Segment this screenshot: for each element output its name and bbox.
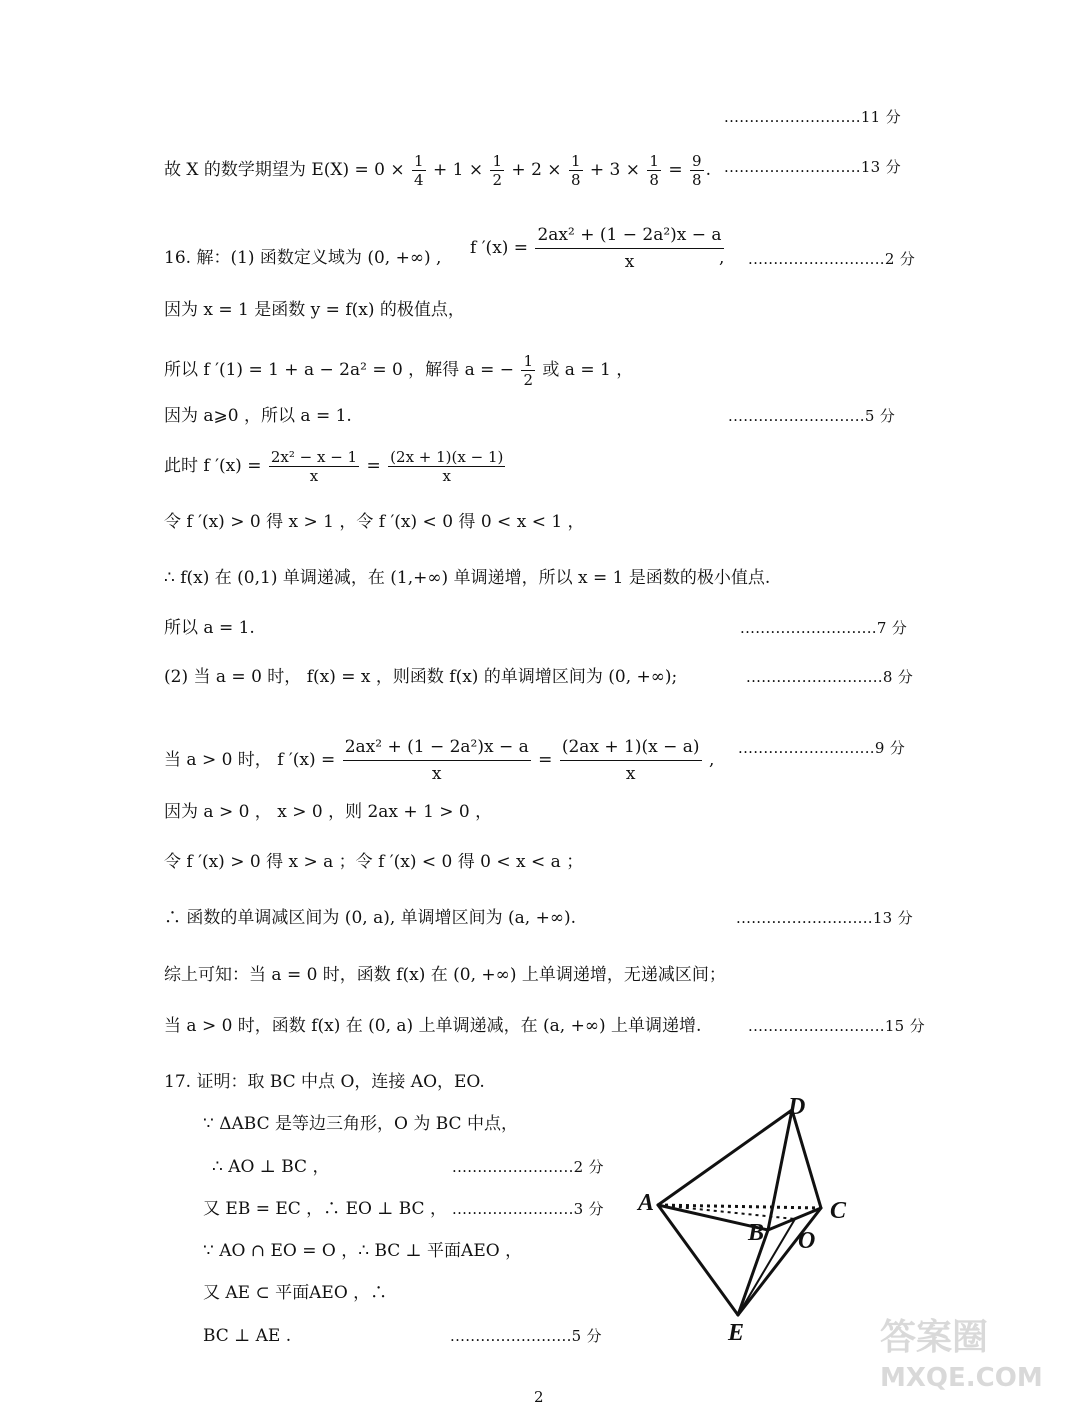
derivative-fraction — [535, 222, 723, 275]
derivative-definition — [470, 222, 726, 275]
problem-16-heading: 16. 解：(1) 函数定义域为 (0, +∞) , — [164, 248, 442, 268]
edge-DB — [768, 1110, 792, 1230]
case-positive-label: 当 a > 0 时， f ′(x) = — [164, 750, 341, 770]
part-2-case-positive — [164, 734, 714, 787]
score-15: ...........................15 分 — [748, 1017, 925, 1035]
derivative-factored-line — [164, 448, 507, 485]
expectation-line — [164, 152, 711, 189]
solve-a-text: 所以 f ′(1) = 1 + a − 2a² = 0 ，解得 a = − — [164, 360, 520, 380]
extreme-point-line: 因为 x = 1 是函数 y = f(x) 的极值点， — [164, 300, 465, 320]
score-11: ...........................11 分 — [724, 108, 901, 126]
conclusion-a-line: 所以 a = 1. — [164, 618, 255, 638]
edge-AD — [658, 1110, 792, 1205]
proof-line-6: BC ⊥ AE . — [203, 1326, 292, 1346]
score-5b: ........................5 分 — [450, 1327, 602, 1345]
proof-line-1: ∵ ΔABC 是等边三角形，O 为 BC 中点， — [203, 1114, 518, 1134]
derivative-fraction-2 — [388, 448, 505, 485]
fraction-1-2 — [490, 152, 504, 189]
score-8: ...........................8 分 — [746, 668, 914, 686]
fraction-denominator: 2 — [523, 371, 533, 389]
fraction-1-4 — [412, 152, 426, 189]
expectation-term: + 3 × — [584, 160, 646, 180]
fraction-denominator: 2 — [492, 171, 503, 189]
expectation-prefix: 故 X 的数学期望为 E(X) = 0 × — [164, 160, 411, 180]
watermark-line1: 答案圈 — [880, 1317, 989, 1358]
segment-AO-hidden — [658, 1205, 795, 1219]
summary-line-2: 当 a > 0 时，函数 f(x) 在 (0, a) 上单调递减，在 (a, +∞) 上单调递增. — [164, 1016, 702, 1036]
proof-line-3: 又 EB = EC ，∴ EO ⊥ BC ， — [203, 1199, 447, 1219]
equals-sign: = — [361, 456, 387, 476]
derivative-fraction-2 — [560, 734, 702, 787]
expectation-term: + 2 × — [506, 160, 567, 180]
solve-a-text-end: 或 a = 1 ， — [536, 360, 634, 380]
edge-AC-hidden — [658, 1205, 821, 1208]
fraction-numerator: (2ax + 1)(x − a) — [560, 734, 702, 761]
fraction-numerator: 2ax² + (1 − 2a²)x − a — [535, 222, 723, 249]
fraction-denominator: 8 — [570, 171, 581, 189]
part-2-case-zero: (2) 当 a = 0 时， f(x) = x ，则函数 f(x) 的单调增区间为 (0, +∞); — [164, 667, 678, 687]
fraction-numerator: 2x² − x − 1 — [270, 448, 358, 466]
fraction-denominator: x — [309, 467, 319, 485]
fraction-1-8 — [647, 152, 661, 189]
watermark-line2: MXQE.COM — [880, 1363, 1043, 1393]
score-3: ........................3 分 — [452, 1200, 604, 1218]
solve-a-line — [164, 352, 633, 389]
label-A: A — [638, 1190, 655, 1216]
comma: , — [703, 750, 715, 770]
proof-line-2: ∴ AO ⊥ BC ， — [212, 1157, 330, 1177]
fraction-numerator: 1 — [649, 152, 659, 170]
sign-analysis-line-2: 令 f ′(x) > 0 得 x > a ；令 f ′(x) < 0 得 0 < x < a ； — [164, 852, 584, 872]
summary-line-1: 综上可知：当 a = 0 时，函数 f(x) 在 (0, +∞) 上单调递增，无递减区间； — [164, 965, 726, 985]
fraction-numerator: 2ax² + (1 − 2a²)x − a — [343, 734, 531, 761]
fraction-numerator: 1 — [570, 152, 581, 170]
label-B: B — [748, 1220, 765, 1246]
equals-sign: = — [532, 750, 558, 770]
expectation-term: + 1 × — [427, 160, 489, 180]
comma: , — [719, 248, 725, 268]
score-5: ...........................5 分 — [728, 407, 896, 425]
problem-17-heading: 17. 证明：取 BC 中点 O，连接 AO，EO. — [164, 1072, 485, 1092]
fraction-denominator: x — [442, 467, 451, 485]
fraction-numerator: 1 — [523, 352, 533, 370]
fraction-denominator: x — [625, 764, 636, 784]
label-C: C — [830, 1198, 847, 1224]
derivative-fraction-1 — [343, 734, 531, 787]
interval-line: ∴ 函数的单调减区间为 (0, a), 单调增区间为 (a, +∞). — [164, 908, 577, 928]
pyramid-figure — [630, 1090, 870, 1350]
fraction-denominator: 8 — [649, 171, 659, 189]
derivative-label: f ′(x) = — [470, 238, 534, 258]
edge-DC — [792, 1110, 821, 1208]
derivative-fraction-1 — [269, 448, 359, 485]
proof-line-5: 又 AE ⊂ 平面AEO ，∴ — [203, 1283, 388, 1303]
score-2: ...........................2 分 — [748, 250, 916, 268]
proof-line-4: ∵ AO ∩ EO = O ，∴ BC ⊥ 平面AEO ， — [203, 1241, 523, 1261]
fraction-denominator: x — [624, 252, 635, 272]
equals-sign: = — [662, 160, 689, 180]
score-2b: ........................2 分 — [452, 1158, 604, 1176]
fraction-1-2 — [521, 352, 535, 389]
watermark — [880, 1318, 1043, 1398]
label-E: E — [728, 1320, 745, 1346]
a-equals-one: 因为 a⩾0 ，所以 a = 1. — [164, 406, 352, 426]
score-13: ...........................13 分 — [724, 158, 901, 176]
label-O: O — [798, 1228, 816, 1254]
fraction-denominator: 4 — [414, 171, 424, 189]
label-D: D — [788, 1094, 806, 1120]
fraction-9-8 — [690, 152, 704, 189]
fraction-denominator: x — [431, 764, 442, 784]
page-number: 2 — [534, 1388, 544, 1406]
sign-analysis-line: 令 f ′(x) > 0 得 x > 1 ，令 f ′(x) < 0 得 0 < x < 1 ， — [164, 512, 585, 532]
derivative-label: 此时 f ′(x) = — [164, 456, 267, 476]
fraction-denominator: 8 — [692, 171, 702, 189]
fraction-numerator: (2x + 1)(x − 1) — [390, 448, 504, 466]
score-7: ...........................7 分 — [740, 619, 908, 637]
fraction-numerator: 1 — [414, 152, 424, 170]
score-13b: ...........................13 分 — [736, 909, 913, 927]
period: . — [705, 160, 711, 180]
fraction-numerator: 9 — [692, 152, 702, 170]
fraction-1-8 — [569, 152, 583, 189]
monotonicity-line: ∴ f(x) 在 (0,1) 单调递减，在 (1,+∞) 单调递增，所以 x = 1 是函数的极小值点. — [164, 568, 771, 588]
fraction-numerator: 1 — [492, 152, 503, 170]
positivity-line: 因为 a > 0 ， x > 0 ，则 2ax + 1 > 0 ， — [164, 802, 493, 822]
score-9: ...........................9 分 — [738, 739, 906, 757]
